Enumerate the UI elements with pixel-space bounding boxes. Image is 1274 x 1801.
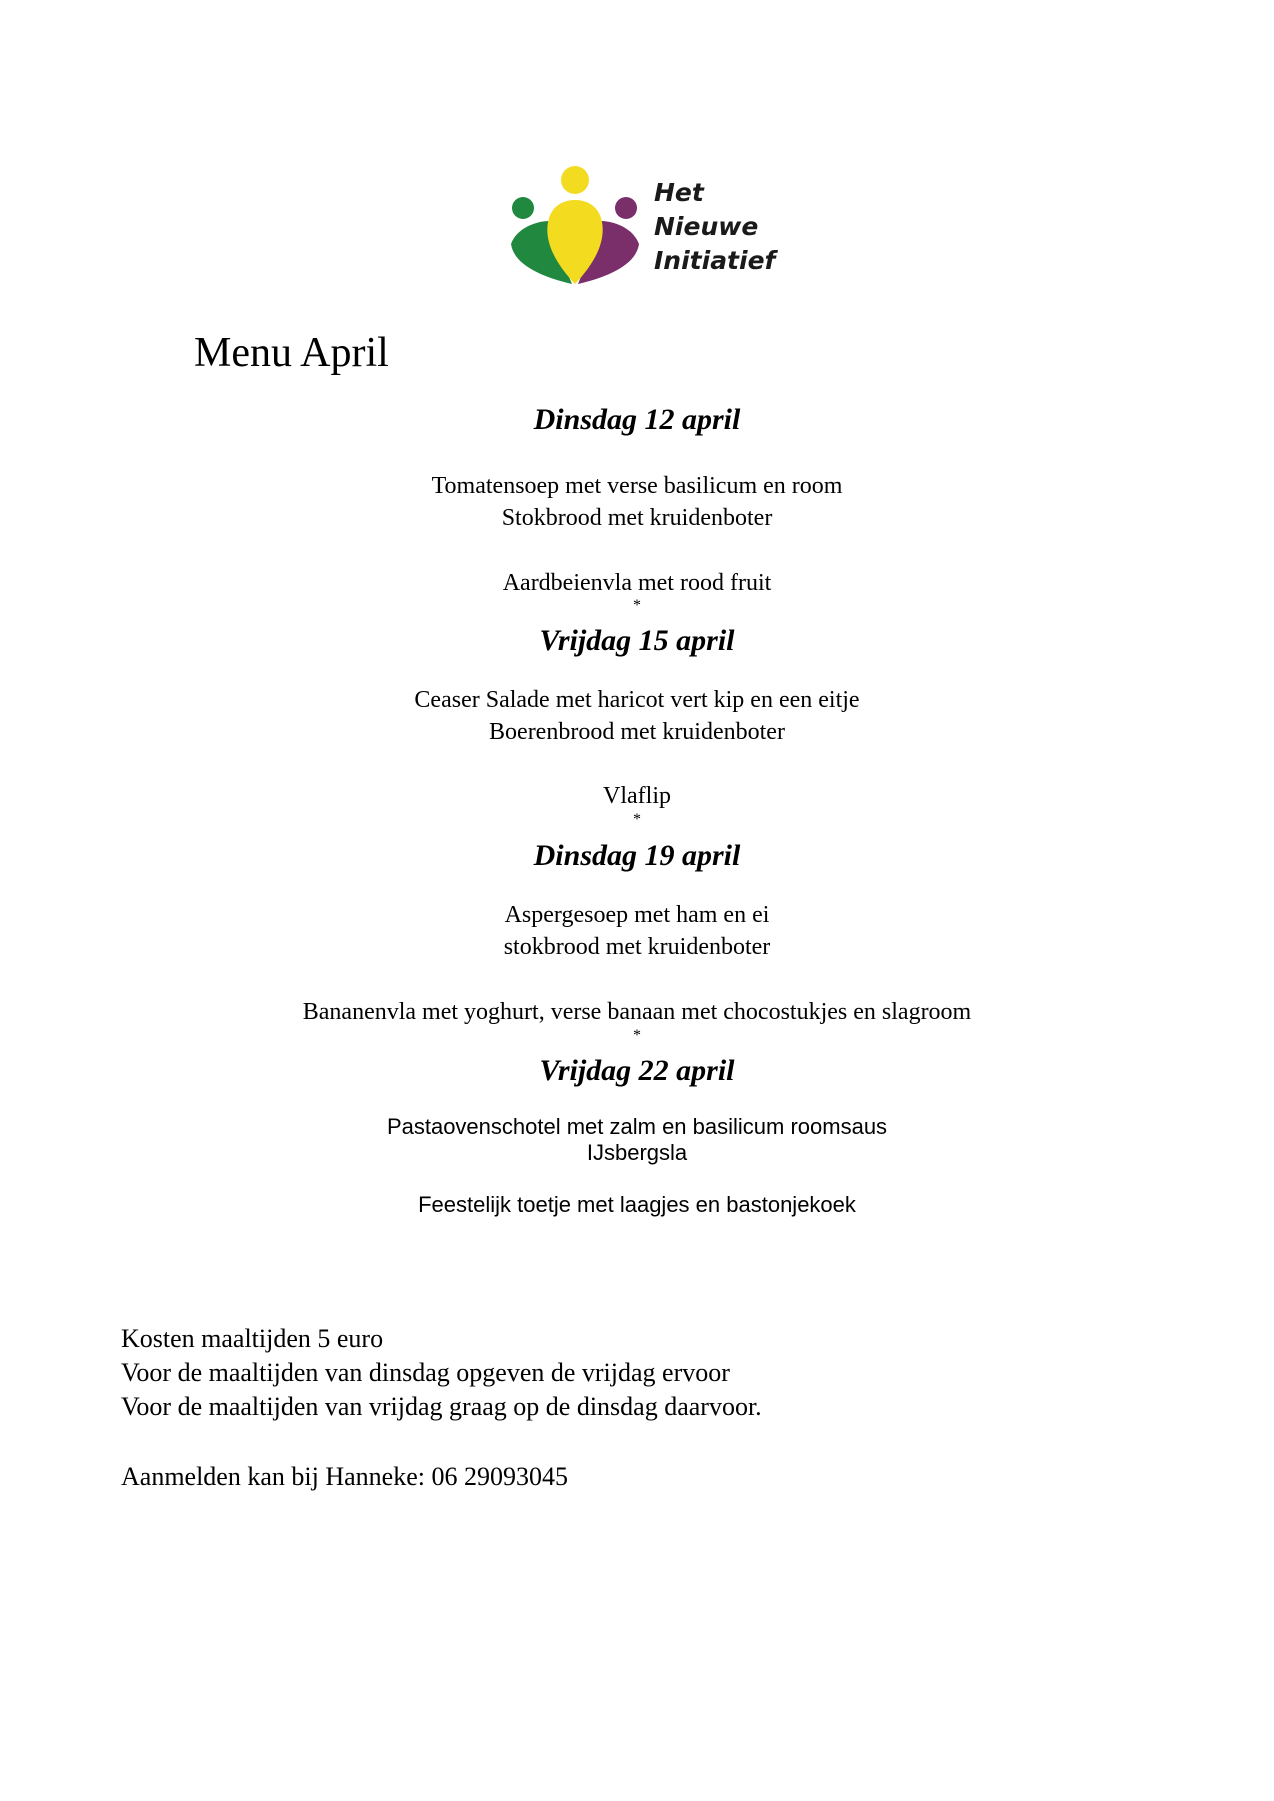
dish-line: Pastaovenschotel met zalm en basilicum roomsaus	[386, 1114, 888, 1139]
dish-line: stokbrood met kruidenboter	[503, 934, 771, 960]
friday-signup-note: Voor de maaltijden van vrijdag graag op de dinsdag daarvoor.	[121, 1392, 762, 1421]
cost-info: Kosten maaltijden 5 euro	[121, 1324, 384, 1353]
page-title: Menu April	[194, 330, 389, 376]
day-heading: Dinsdag 19 april	[533, 839, 741, 872]
dessert-line: Bananenvla met yoghurt, verse banaan met chocostukjes en slagroom	[302, 999, 972, 1025]
dish-line: Aspergesoep met ham en ei	[504, 902, 770, 928]
het-nieuwe-initiatief-logo	[506, 162, 774, 286]
day-heading: Vrijdag 15 april	[539, 624, 735, 657]
separator: *	[633, 811, 641, 828]
dish-line: Ceaser Salade met haricot vert kip en een eitje	[414, 687, 860, 713]
dessert-line: Feestelijk toetje met laagjes en bastonjekoek	[418, 1192, 856, 1217]
dish-line: Boerenbrood met kruidenboter	[489, 719, 785, 745]
people-logo-icon	[506, 162, 646, 286]
dessert-line: Aardbeienvla met rood fruit	[502, 570, 772, 596]
dish-line: Tomatensoep met verse basilicum en room	[431, 473, 843, 499]
separator: *	[633, 597, 641, 614]
logo-line-1: Het	[654, 178, 704, 207]
tuesday-signup-note: Voor de maaltijden van dinsdag opgeven de vrijdag ervoor	[121, 1358, 730, 1387]
day-heading: Vrijdag 22 april	[539, 1054, 735, 1087]
day-heading: Dinsdag 12 april	[533, 403, 741, 436]
separator: *	[633, 1027, 641, 1044]
signup-contact: Aanmelden kan bij Hanneke: 06 29093045	[121, 1462, 568, 1491]
dessert-line: Vlaflip	[603, 783, 671, 809]
dish-line: Stokbrood met kruidenboter	[501, 505, 773, 531]
logo-wordmark	[654, 176, 775, 278]
logo-line-3: Initiatief	[654, 246, 776, 275]
logo-line-2: Nieuwe	[654, 212, 759, 241]
dish-line: IJsbergsla	[586, 1140, 688, 1165]
